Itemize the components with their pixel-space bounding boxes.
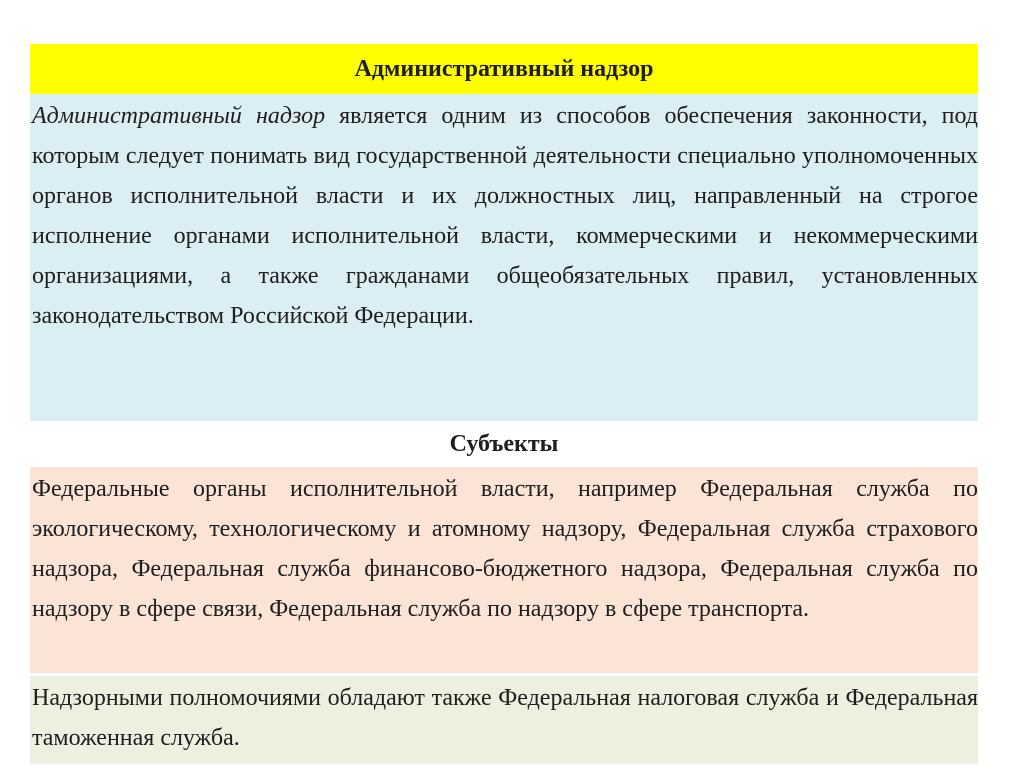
subjects-paragraph: Федеральные органы исполнительной власти, например Федеральная служба по экологическому, технологическому и атомному надзору, Федеральная служба страхового надзора, Федеральная служба финансово-бюджетного надзора, Федеральная служба по надзору в сфере связи, Федеральная служба по надзору в сфере транспорта.	[32, 476, 978, 622]
subjects-heading	[30, 421, 978, 467]
slide-content	[30, 44, 978, 764]
definition-term: Административный надзор	[32, 103, 326, 129]
slide-title-band	[30, 44, 978, 94]
subjects-block	[30, 467, 978, 673]
definition-paragraph	[32, 96, 978, 336]
extra-authorities-paragraph: Надзорными полномочиями обладают также Федеральная налоговая служба и Федеральная таможенная служба.	[32, 685, 978, 751]
subjects-heading-text: Субъекты	[449, 430, 559, 457]
definition-text: является одним из способов обеспечения законности, под которым следует понимать вид государственной деятельности специально уполномоченных органов исполнительной власти и их должностных лиц, направленный на строгое исполнение органами исполнительной власти, коммерческими и некоммерческими организациями, а также гражданами общеобязательных правил, установленных законодательством Российской Федерации.	[32, 103, 979, 329]
extra-authorities-block	[30, 676, 978, 764]
definition-block	[30, 94, 978, 421]
slide-title: Административный надзор	[354, 55, 654, 82]
